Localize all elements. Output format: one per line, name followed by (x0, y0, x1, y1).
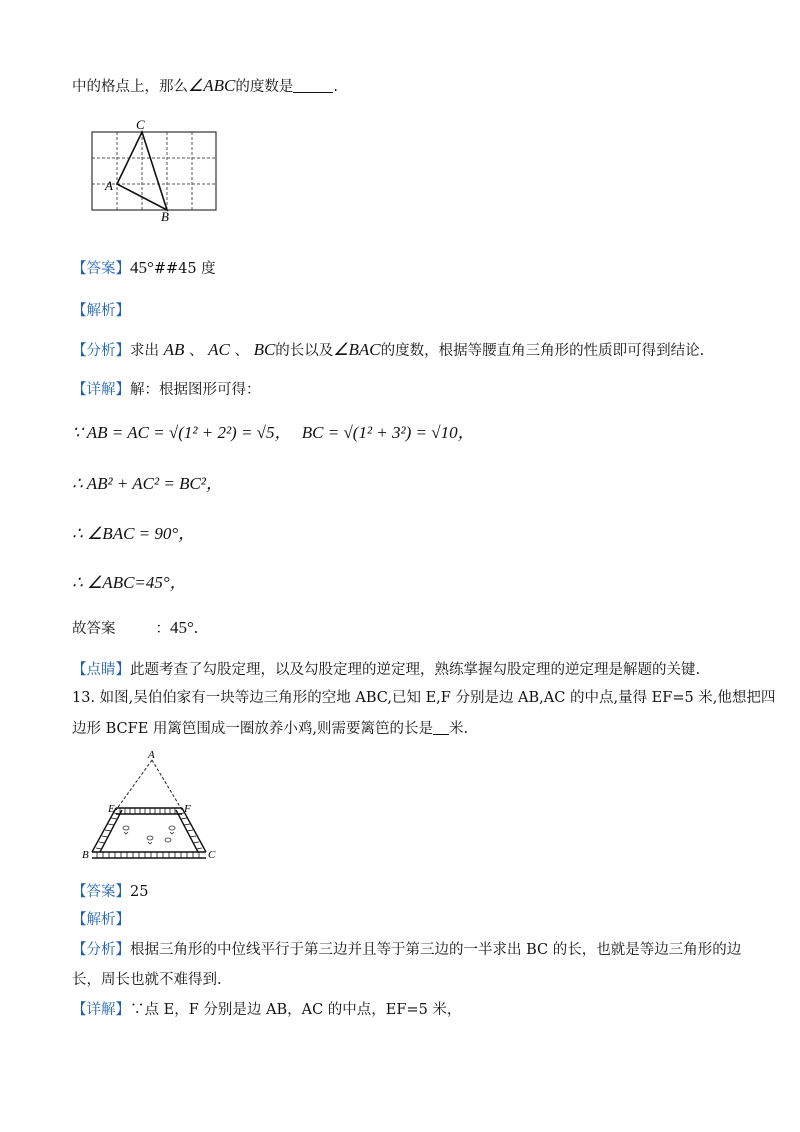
fence-ef (116, 808, 182, 814)
q13-fence-figure (80, 748, 230, 868)
q13-stem-text: 边形 BCFE 用篱笆围成一圈放养小鸡,则需要篱笆的长是 (72, 721, 433, 737)
q12-intro-suffix: 的度数是 (235, 79, 294, 95)
formula-line-3: ∴ ∠BAC = 90°， (72, 524, 196, 543)
fenxi-ac: AC (208, 340, 230, 359)
answer-tag-13: 【答案】 (72, 884, 130, 900)
guda-line (72, 618, 198, 639)
q12-intro (72, 76, 338, 97)
q13-answer (72, 882, 148, 902)
dashed-ae (116, 760, 152, 810)
q12-answer (72, 258, 216, 279)
formula-line-4: ∴ ∠ABC=45°， (72, 573, 187, 592)
q13-stem-line-1: 13. 如图,吴伯伯家有一块等边三角形的空地 ABC,已知 E,F 分别是边 AB,AC 的中点,量得 EF=5 米,他想把四 (72, 690, 776, 706)
answer-value: 45° (130, 258, 154, 277)
fence-label-b: B (82, 849, 89, 861)
fence-label-c: C (208, 849, 216, 861)
fenxi-sep: 、 (189, 343, 204, 359)
q12-fenxi (72, 340, 704, 361)
q12-grid-figure (88, 118, 228, 223)
fence-label-f: F (184, 803, 191, 815)
fence-label-e: E (108, 803, 115, 815)
q12-intro-angle: ∠ABC (188, 76, 236, 95)
label-c: C (136, 118, 145, 132)
fenxi-text-3: 的度数，根据等腰直角三角形的性质即可得到结论. (380, 343, 705, 359)
label-b: B (161, 209, 169, 223)
q13-stem-end: 米. (449, 721, 469, 737)
formula-bc: BC = √(1² + 3²) = √10， (301, 423, 475, 442)
answer-tag: 【答案】 (72, 261, 130, 277)
formula-line-1 (72, 418, 475, 443)
guda-label: 故答案 (72, 621, 116, 637)
fenxi-text: 求出 (130, 343, 159, 359)
q13-xiangjie (72, 1000, 461, 1020)
answer-alt: ##45 度 (153, 261, 216, 277)
label-a: A (105, 178, 113, 193)
fence-bc (92, 852, 206, 858)
q13-fenxi-line-1 (72, 940, 741, 960)
xiangjie-text-13: ∵点 E，F 分别是边 AB，AC 的中点，EF=5 米， (130, 1002, 462, 1018)
fence-label-a: A (148, 749, 155, 761)
guda-sep: ： (155, 621, 170, 637)
q12-dianjing (72, 660, 700, 680)
q13-fenxi-line-2: 长，周长也就不难得到. (72, 972, 222, 988)
q12-intro-text: 中的格点上，那么 (72, 79, 188, 95)
fenxi-tag-13: 【分析】 (72, 942, 130, 958)
fenxi-bc: BC (253, 340, 276, 359)
formula-line-2: ∴ AB² + AC² = BC²， (72, 474, 223, 493)
q12-xiangjie (72, 380, 261, 400)
xiangjie-tag-13: 【详解】 (72, 1002, 130, 1018)
q12-intro-end: . (333, 79, 338, 95)
jiexi-tag-13: 【解析】 (72, 912, 130, 928)
dianjing-text: 此题考查了勾股定理，以及勾股定理的逆定理，熟练掌握勾股定理的逆定理是解题的关键. (130, 662, 701, 678)
xiangjie-text: 解：根据图形可得： (130, 382, 261, 398)
dianjing-tag: 【点睛】 (72, 662, 130, 678)
fenxi-bac: ∠BAC (333, 340, 381, 359)
xiangjie-tag: 【详解】 (72, 382, 130, 398)
fenxi-text-2: 的长以及 (275, 343, 334, 359)
fenxi-sep-2: 、 (234, 343, 249, 359)
chick-icons (123, 826, 175, 844)
formula-ab-ac: ∵ AB = AC = √(1² + 2²) = √5， (72, 423, 292, 442)
jiexi-tag: 【解析】 (72, 303, 130, 319)
answer-value-13: 25 (130, 884, 149, 900)
q13-stem-line-2 (72, 719, 468, 739)
fenxi-tag: 【分析】 (72, 343, 130, 359)
dashed-af (152, 760, 182, 810)
answer-blank (293, 78, 333, 93)
guda-value: 45°. (170, 618, 199, 637)
fenxi-text-13: 根据三角形的中位线平行于第三边并且等于第三边的一半求出 BC 的长，也就是等边三角形的边 (130, 942, 742, 958)
fenxi-ab: AB (163, 340, 185, 359)
answer-blank-13 (433, 720, 449, 735)
